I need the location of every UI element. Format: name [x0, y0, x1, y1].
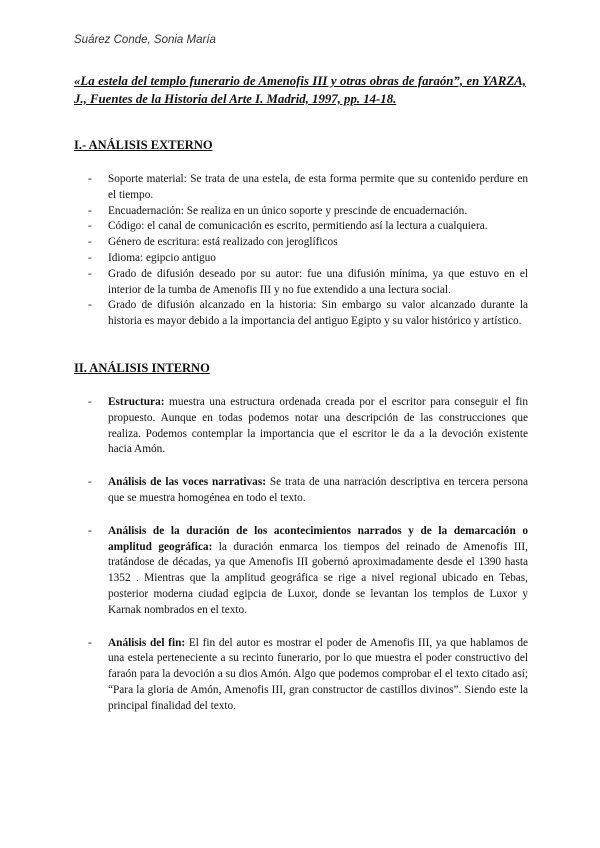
- list-item: - Grado de difusión alcanzado en la historia: Sin embargo su valor alcanzado durante la historia es mayor debido a la importancia del antiguo Egipto y su valor histórico y artístico.: [88, 298, 528, 330]
- list-item: - Encuadernación: Se realiza en un único soporte y prescinde de encuadernación.: [88, 204, 528, 220]
- list-item: - Código: el canal de comunicación es escrito, permitiendo así la lectura a cualquiera.: [88, 219, 528, 235]
- item-text: muestra una estructura ordenada creada por el escritor para conseguir el fin propuesto. Aunque en todas podemos notar una descripción de las construcciones que realiza. Podemos contemplar la importancia que el escritor le da a la devoción existente hacia Amón.: [108, 396, 528, 456]
- item-label: Análisis del fin:: [108, 636, 186, 649]
- internal-analysis-list: [88, 395, 528, 732]
- list-item: - Idioma: egipcio antiguo: [88, 251, 528, 267]
- item-label: Análisis de la duración de los acontecimientos narrados y de la demarcación o amplitud geográfica:: [108, 524, 528, 553]
- external-analysis-list: [88, 172, 528, 330]
- item-text: El fin del autor es mostrar el poder de Amenofis III, ya que hablamos de una estela perteneciente a su recinto funerario, por lo que muestra el poder constructivo del faraón para la devoción a su dios Amón. Algo que podemos comprobar el el texto citado así; “Para la gloria de Amón, Amenofis III, gran constructor de castillos divinos”. Siendo este la principal finalidad del texto.: [108, 636, 528, 712]
- list-item: [88, 636, 528, 715]
- item-text: Se trata de una narración descriptiva en tercera persona que se muestra homogénea en todo el texto.: [108, 476, 529, 504]
- list-item: [88, 395, 528, 458]
- list-item: - Género de escritura: está realizado con jeroglíficos: [88, 235, 528, 251]
- section-heading-external: I.- ANÁLISIS EXTERNO: [74, 138, 213, 152]
- section-heading-internal: II. ANÁLISIS INTERNO: [74, 361, 210, 375]
- list-item: [88, 475, 528, 507]
- author-header: Suárez Conde, Sonia María: [74, 34, 216, 46]
- item-text: la duración enmarca los tiempos del reinado de Amenofis III, tratándose de décadas, ya que Amenofis III gobernó aproximadamente desde el 1390 hasta 1352 . Mientras que la amplitud geográfica se rige a nivel regional ubicado en Tebas, posterior moderna ciudad egipcia de Luxor, donde se levantan los templos de Luxor y Karnak nombrados en el texto.: [108, 540, 528, 616]
- list-item: [88, 524, 528, 619]
- document-title: «La estela del templo funerario de Amenofis III y otras obras de faraón”, en YARZA, J., Fuentes de la Historia del Arte I. Madrid, 1997, pp. 14-18.: [74, 74, 526, 106]
- list-item: - Soporte material: Se trata de una estela, de esta forma permite que su contenido perdure en el tiempo.: [88, 172, 528, 204]
- list-item: - Grado de difusión deseado por su autor: fue una difusión mínima, ya que estuvo en el interior de la tumba de Amenofis III y no fue extendido a una lectura social.: [88, 267, 528, 299]
- item-label: Estructura:: [108, 396, 165, 408]
- item-label: Análisis de las voces narrativas:: [108, 476, 266, 489]
